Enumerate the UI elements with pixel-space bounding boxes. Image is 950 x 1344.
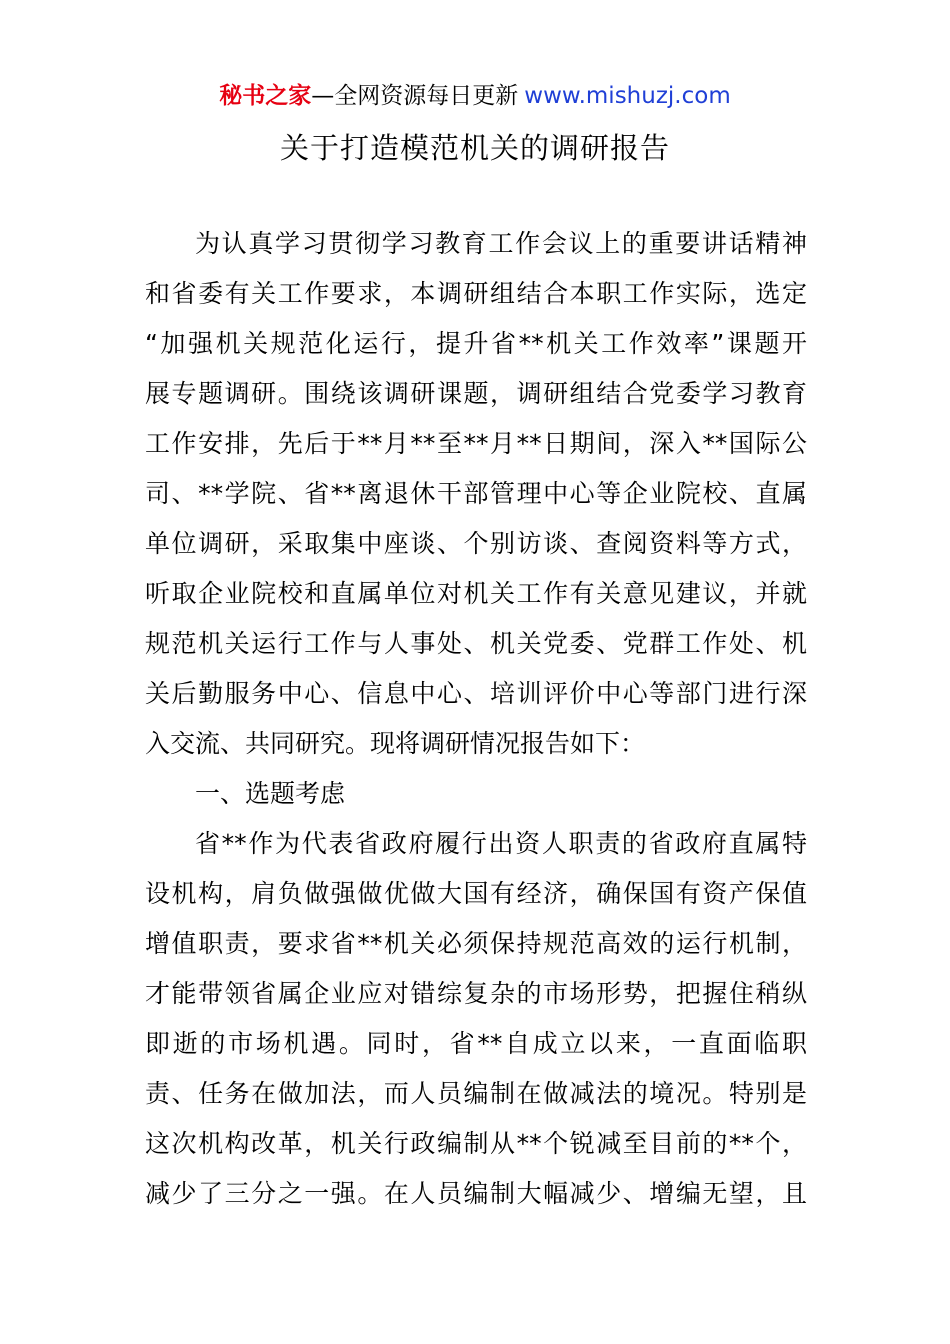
site-brand: 秘书之家 [219, 83, 312, 109]
site-slogan: 全网资源每日更新 [334, 83, 519, 109]
paragraph-line: 司、**学院、省**离退休干部管理中心等企业院校、直属 [145, 479, 807, 508]
paragraph-line: 规范机关运行工作与人事处、机关党委、党群工作处、机 [145, 629, 807, 658]
paragraph-line: 入交流、共同研究。现将调研情况报告如下： [145, 729, 646, 758]
document-title: 关于打造模范机关的调研报告 [279, 131, 670, 165]
paragraph-line: 这次机构改革，机关行政编制从**个锐减至目前的**个， [145, 1129, 807, 1158]
paragraph-line: 设机构，肩负做强做优做大国有经济，确保国有资产保值 [145, 879, 807, 908]
paragraph-line: 省**作为代表省政府履行出资人职责的省政府直属特 [195, 829, 807, 858]
paragraph-line: 展专题调研。围绕该调研课题，调研组结合党委学习教育 [145, 379, 807, 408]
paragraph-line: 增值职责，要求省**机关必须保持规范高效的运行机制， [145, 929, 807, 958]
header-dash: — [311, 83, 335, 109]
paragraph-line: 单位调研，采取集中座谈、个别访谈、查阅资料等方式， [145, 529, 807, 558]
paragraph-line: 减少了三分之一强。在人员编制大幅减少、增编无望，且 [145, 1179, 807, 1208]
section-heading: 一、选题考虑 [195, 779, 346, 808]
paragraph-line: 责、任务在做加法，而人员编制在做减法的境况。特别是 [145, 1079, 807, 1108]
paragraph-line: 听取企业院校和直属单位对机关工作有关意见建议，并就 [145, 579, 807, 608]
paragraph-line: “加强机关规范化运行，提升省**机关工作效率”课题开 [145, 329, 807, 358]
site-header [0, 80, 950, 112]
site-url-link[interactable]: www.mishuzj.com [524, 83, 731, 109]
paragraph-line: 工作安排，先后于**月**至**月**日期间，深入**国际公 [145, 429, 807, 458]
paragraph-line: 才能带领省属企业应对错综复杂的市场形势，把握住稍纵 [145, 979, 807, 1008]
paragraph-line: 即逝的市场机遇。同时，省**自成立以来，一直面临职 [145, 1029, 807, 1058]
paragraph-line: 为认真学习贯彻学习教育工作会议上的重要讲话精神 [195, 229, 807, 258]
paragraph-line: 关后勤服务中心、信息中心、培训评价中心等部门进行深 [145, 679, 807, 708]
paragraph-line: 和省委有关工作要求，本调研组结合本职工作实际，选定 [145, 279, 807, 308]
